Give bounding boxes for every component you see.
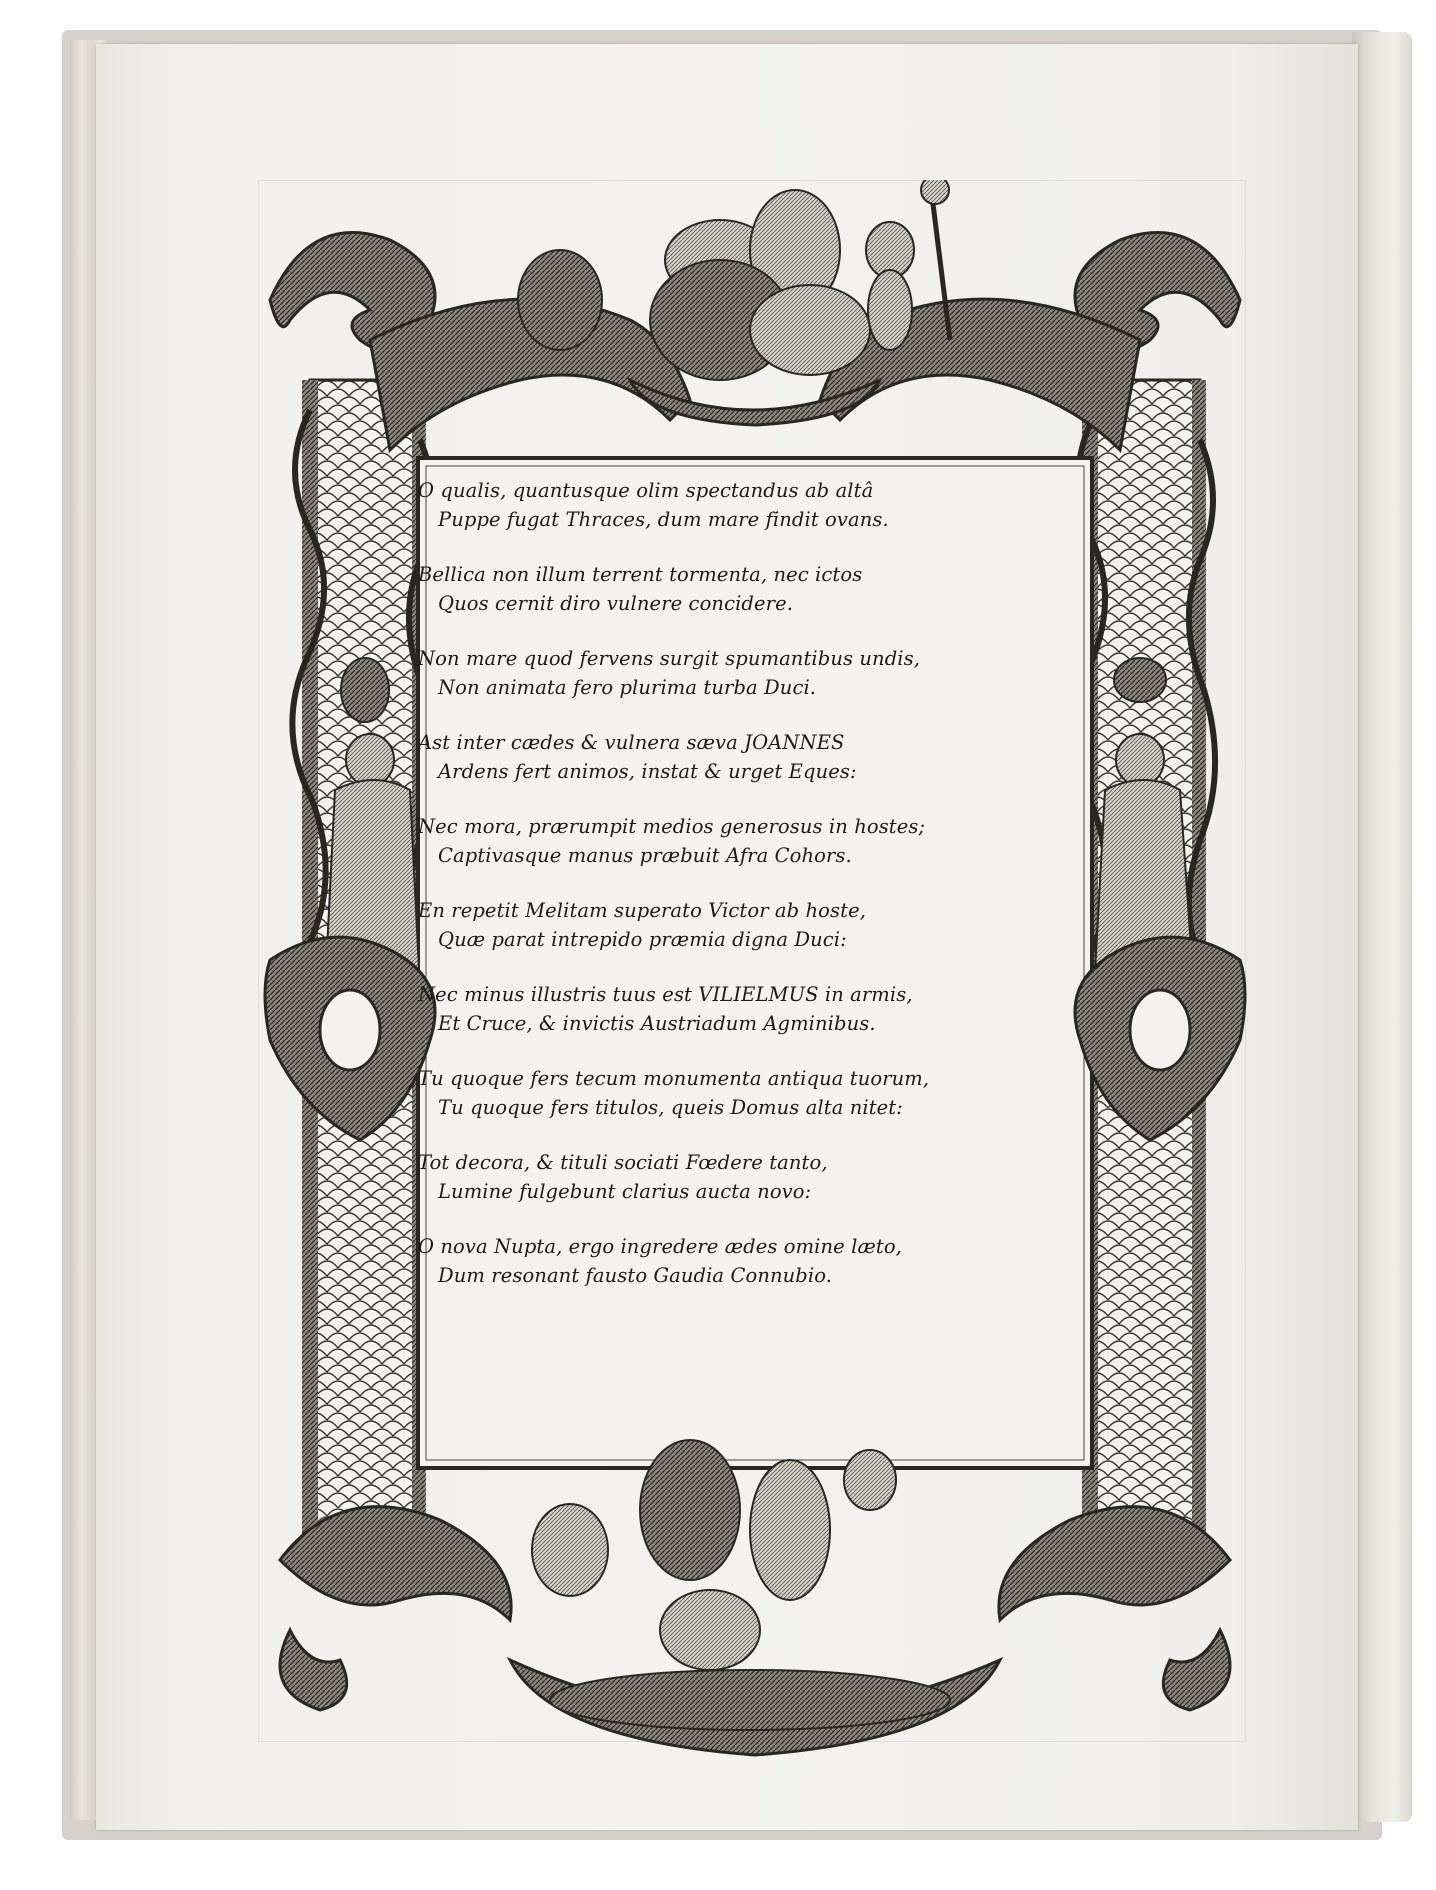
stanza	[418, 728, 1058, 786]
next-page-edge	[1352, 32, 1412, 1822]
verse-line: Tu quoque fers titulos, queis Domus alta nitet:	[438, 1096, 903, 1119]
verse-line: Tu quoque fers tecum monumenta antiqua tuorum,	[418, 1067, 930, 1090]
stanza	[418, 1232, 1058, 1290]
verse-line: Non mare quod fervens surgit spumantibus undis,	[418, 647, 921, 670]
verse-line: En repetit Melitam superato Victor ab hoste,	[418, 899, 867, 922]
verse-line: Ast inter cædes & vulnera sæva JOANNES	[418, 731, 845, 754]
stanza	[418, 896, 1058, 954]
verse-line: Quæ parat intrepido præmia digna Duci:	[438, 928, 847, 951]
verse-line: Lumine fulgebunt clarius aucta novo:	[438, 1180, 812, 1203]
verse-line: Bellica non illum terrent tormenta, nec ictos	[418, 563, 863, 586]
stanza	[418, 1148, 1058, 1206]
verse-line: Puppe fugat Thraces, dum mare findit ovans.	[438, 508, 889, 531]
stanza	[418, 980, 1058, 1038]
stanza	[418, 812, 1058, 870]
bottom-figures-satyr-goat-putti	[532, 1440, 950, 1730]
verse-line: Nec mora, prærumpit medios generosus in hostes;	[418, 815, 926, 838]
verse-line: O nova Nupta, ergo ingredere ædes omine læto,	[418, 1235, 902, 1258]
verse-line: O qualis, quantusque olim spectandus ab altâ	[418, 479, 874, 502]
poem-text	[418, 476, 1058, 1346]
verse-line: Non animata fero plurima turba Duci.	[438, 676, 817, 699]
verse-line: Dum resonant fausto Gaudia Connubio.	[438, 1264, 833, 1287]
verse-line: Ardens fert animos, instat & urget Eques:	[438, 760, 857, 783]
verse-line: Quos cernit diro vulnere concidere.	[438, 592, 794, 615]
verse-line: Tot decora, & tituli sociati Fœdere tanto,	[418, 1151, 828, 1174]
verse-line: Et Cruce, & invictis Austriadum Agminibus.	[438, 1012, 876, 1035]
stanza	[418, 560, 1058, 618]
verse-line: Captivasque manus præbuit Afra Cohors.	[438, 844, 852, 867]
verse-line: Nec minus illustris tuus est VILIELMUS in armis,	[418, 983, 913, 1006]
stanza	[418, 644, 1058, 702]
stanza	[418, 476, 1058, 534]
stanza	[418, 1064, 1058, 1122]
